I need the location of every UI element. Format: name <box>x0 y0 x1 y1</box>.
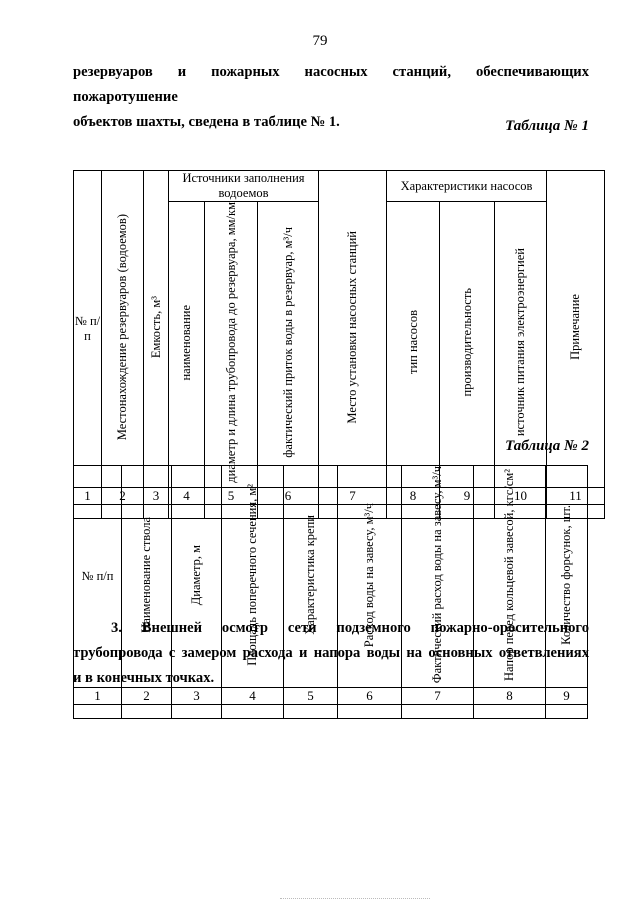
t1-col-number: 9 <box>440 487 495 504</box>
t1-header-num: № п/п <box>74 171 102 488</box>
t2-col-number: 7 <box>402 688 474 705</box>
t1-col-number: 6 <box>258 487 319 504</box>
t2-empty-cell <box>222 705 284 719</box>
t1-col-number: 8 <box>387 487 440 504</box>
item3-paragraph <box>73 616 589 691</box>
t1-header-pipe: диаметр и длина трубопровода до резервуара, мм/км <box>205 202 258 488</box>
t2-col-number: 9 <box>546 688 588 705</box>
t1-header-station: Место установки насосных станций <box>319 171 387 488</box>
table2-caption: Таблица № 2 <box>505 438 589 454</box>
t1-header-name: наименование <box>169 202 205 488</box>
t1-col-number: 2 <box>102 487 144 504</box>
t2-empty-cell <box>546 705 588 719</box>
t1-header-pump-type: тип насосов <box>387 202 440 488</box>
t1-header-inflow: фактический приток воды в резервуар, м³/ч <box>258 202 319 488</box>
t1-header-capacity: Емкость, м³ <box>144 171 169 488</box>
t1-header-pumps: Характеристики насосов <box>387 171 547 202</box>
t2-header-nozzles: Количество форсунок, шт. <box>546 466 588 688</box>
t2-empty-row <box>74 705 588 719</box>
t2-col-number: 5 <box>284 688 338 705</box>
t1-col-number: 7 <box>319 487 387 504</box>
t2-empty-cell <box>338 705 402 719</box>
t2-col-number: 8 <box>474 688 546 705</box>
t1-col-number: 3 <box>144 487 169 504</box>
t1-header-power: источник питания электроэнергией <box>495 202 547 488</box>
t2-header-area: Площадь поперечного сечения, м² <box>222 466 284 688</box>
item3-line-1: 3. Внешней осмотр сети подземного пожарно-оросительного <box>111 620 589 636</box>
table1-caption: Таблица № 1 <box>505 118 589 134</box>
t2-header-flow: Расход воды на завесу, м³/ч <box>338 466 402 688</box>
t2-col-number: 1 <box>74 688 122 705</box>
item3-line-2: трубопровода с замером расхода и напора воды на основных ответвлениях <box>73 645 589 661</box>
t2-header-num: № п/п <box>74 466 122 688</box>
t1-col-number: 11 <box>547 487 605 504</box>
t2-empty-cell <box>402 705 474 719</box>
t1-col-number: 10 <box>495 487 547 504</box>
t2-col-number: 4 <box>222 688 284 705</box>
item3-line-3: и в конечных точках. <box>73 670 215 686</box>
t1-header-location: Местонахождение резервуаров (водоемов) <box>102 171 144 488</box>
t1-header-sources: Источники заполнения водоемов <box>169 171 319 202</box>
page-number: 79 <box>312 33 328 49</box>
intro-line-2: объектов шахты, сведена в таблице № 1. <box>73 114 340 130</box>
t2-header-actual-flow: Фактический расход воды на завесу, м³/ч <box>402 466 474 688</box>
t2-empty-cell <box>122 705 172 719</box>
t2-empty-cell <box>284 705 338 719</box>
t2-header-diameter: Диаметр, м <box>172 466 222 688</box>
t1-col-number: 5 <box>205 487 258 504</box>
t2-col-number: 2 <box>122 688 172 705</box>
t1-col-number: 1 <box>74 487 102 504</box>
t2-header-pressure: Напор перед кольцевой завесой, кгс/см² <box>474 466 546 688</box>
t2-header-support: Характеристика крепи <box>284 466 338 688</box>
t2-col-number: 6 <box>338 688 402 705</box>
t2-empty-cell <box>74 705 122 719</box>
t2-empty-cell <box>172 705 222 719</box>
t1-header-productivity: производительность <box>440 202 495 488</box>
bottom-rule <box>280 898 430 899</box>
t2-header-trunk: Наименование ствола <box>122 466 172 688</box>
t1-header-note: Примечание <box>547 171 605 488</box>
intro-line-1: резервуаров и пожарных насосных станций, обеспечивающих пожаротушение <box>73 64 589 105</box>
t2-empty-cell <box>474 705 546 719</box>
t1-col-number: 4 <box>169 487 205 504</box>
t2-col-number: 3 <box>172 688 222 705</box>
